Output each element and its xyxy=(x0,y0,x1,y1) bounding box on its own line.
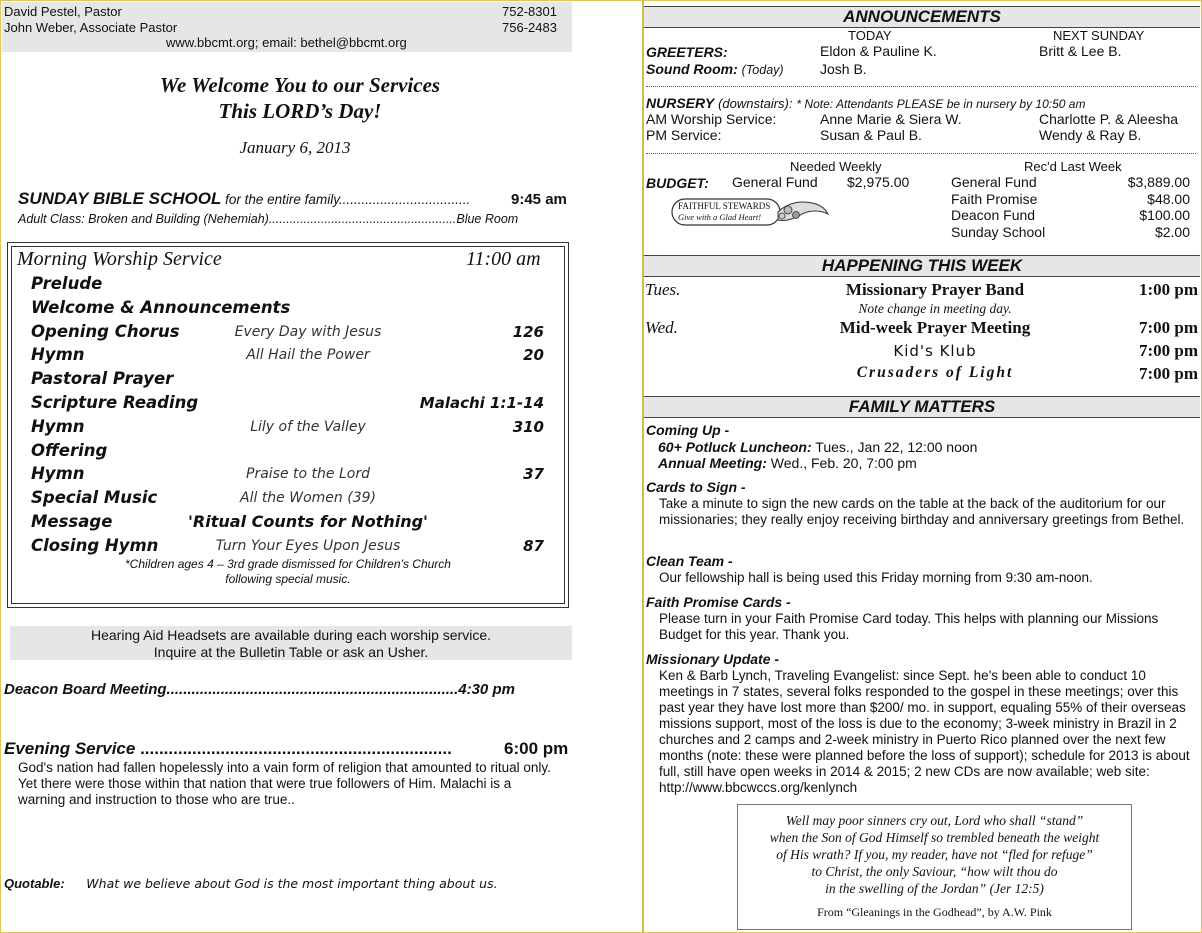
budget-needed-amount: $2,975.00 xyxy=(847,174,910,190)
pastor-header xyxy=(2,2,572,52)
evening-dots: .................................................................. xyxy=(135,739,452,758)
childrens-church-note-1: *Children ages 4 – 3rd grade dismissed for Children’s Church xyxy=(125,557,451,571)
cards-to-sign-title: Cards to Sign - xyxy=(646,479,746,495)
order-label-pastoral-prayer: Pastoral Prayer xyxy=(31,369,174,388)
potluck-label: 60+ Potluck Luncheon: xyxy=(658,439,812,455)
worship-title: Morning Worship Service xyxy=(17,248,222,270)
order-label-welcome: Welcome & Announcements xyxy=(31,298,291,317)
quotable-label: Quotable: xyxy=(4,876,65,891)
divider-dotted-2 xyxy=(646,153,1196,154)
potluck-item xyxy=(658,439,977,455)
order-title-hymn-1: All Hail the Power xyxy=(246,347,370,363)
quote-source: From “Gleanings in the Godhead”, by A.W. Pink xyxy=(817,905,1052,919)
bulletin-date: January 6, 2013 xyxy=(239,138,351,157)
am-service-today: Anne Marie & Siera W. xyxy=(820,111,962,127)
annual-meeting-item xyxy=(658,455,917,471)
cards-to-sign-text: Take a minute to sign the new cards on the table at the back of the auditorium for our missionaries; they really enjoy receiving birthday and anniversary greetings from Bethel. xyxy=(659,496,1185,527)
quote-line-1: Well may poor sinners cry out, Lord who shall “stand” xyxy=(785,813,1084,828)
missionary-update-title: Missionary Update - xyxy=(646,651,780,667)
tues-note: Note change in meeting day. xyxy=(858,301,1012,316)
recd-fund-general: General Fund xyxy=(951,174,1037,190)
order-title-hymn-3: Praise to the Lord xyxy=(246,466,370,482)
recd-fund-faith-promise: Faith Promise xyxy=(951,191,1038,207)
order-label-special-music: Special Music xyxy=(31,488,158,507)
recd-fund-deacon: Deacon Fund xyxy=(951,207,1036,223)
order-label-hymn-3: Hymn xyxy=(31,464,85,483)
order-label-prelude: Prelude xyxy=(31,274,103,293)
crusaders-event: Crusaders of Light xyxy=(856,364,1014,381)
greeters-label: GREETERS: xyxy=(646,44,728,60)
order-message-title: 'Ritual Counts for Nothing' xyxy=(188,512,428,531)
sound-room xyxy=(646,61,784,77)
logo-line-1: FAITHFUL STEWARDS xyxy=(678,201,771,211)
greeters-next: Britt & Lee B. xyxy=(1039,43,1122,59)
worship-time: 11:00 am xyxy=(466,248,541,270)
hearing-aid-line-1: Hearing Aid Headsets are available during each worship service. xyxy=(91,627,491,643)
today-label: TODAY xyxy=(848,28,892,43)
clean-team-title: Clean Team - xyxy=(646,553,733,569)
quote-line-4: to Christ, the only Saviour, “how wilt thou do xyxy=(811,864,1058,879)
potluck-text: Tues., Jan 22, 12:00 noon xyxy=(815,439,978,455)
pink-quote-box xyxy=(737,804,1132,930)
order-number-hymn-3: 37 xyxy=(523,465,544,483)
wed-event: Mid-week Prayer Meeting xyxy=(839,318,1031,337)
order-scripture-reference: Malachi 1:1-14 xyxy=(419,394,544,412)
budget-label: BUDGET: xyxy=(646,175,709,191)
recd-last-week-label: Rec'd Last Week xyxy=(1024,159,1122,174)
welcome-line-1: We Welcome You to our Services xyxy=(159,73,441,97)
column-divider xyxy=(642,0,644,933)
sbs-text: for the entire family................................... xyxy=(221,192,471,207)
recd-amount-sunday-school: $2.00 xyxy=(1154,224,1190,240)
evening-service xyxy=(4,739,452,759)
coming-up-title: Coming Up - xyxy=(646,422,730,438)
nursery-sub: (downstairs): xyxy=(718,96,793,111)
tues-label: Tues. xyxy=(645,280,681,299)
next-sunday-label: NEXT SUNDAY xyxy=(1053,28,1145,43)
nursery-note: * Note: Attendants PLEASE be in nursery by 10:50 am xyxy=(796,97,1086,111)
pastor-phone: 752-8301 xyxy=(502,4,557,19)
divider-dotted-1 xyxy=(646,86,1196,87)
adult-class: Adult Class: Broken and Building (Nehemiah)......................................................Blue Room xyxy=(18,212,519,226)
associate-name: John Weber, Associate Pastor xyxy=(4,20,178,35)
order-label-hymn-1: Hymn xyxy=(31,345,85,364)
pm-service-label: PM Service: xyxy=(646,127,722,143)
order-label-offering: Offering xyxy=(31,441,108,460)
crusaders-time: 7:00 pm xyxy=(1138,364,1198,383)
happening-this-week-header: HAPPENING THIS WEEK xyxy=(644,255,1200,277)
nursery-label: NURSERY xyxy=(646,95,715,111)
pm-service-next: Wendy & Ray B. xyxy=(1039,127,1142,143)
greeters-today: Eldon & Pauline K. xyxy=(820,43,937,59)
tues-time: 1:00 pm xyxy=(1138,280,1198,299)
wed-time: 7:00 pm xyxy=(1138,318,1198,337)
sbs-title: SUNDAY BIBLE SCHOOL xyxy=(18,189,222,208)
evening-time: 6:00 pm xyxy=(504,739,569,758)
order-label-message: Message xyxy=(31,512,113,531)
quotable xyxy=(4,876,498,891)
order-title-special-music: All the Women (39) xyxy=(240,490,376,506)
recd-amount-faith-promise: $48.00 xyxy=(1147,191,1190,207)
web-email-line: www.bbcmt.org; email: bethel@bbcmt.org xyxy=(166,35,407,50)
am-service-next: Charlotte P. & Aleesha xyxy=(1039,111,1179,127)
sound-room-sub: (Today) xyxy=(741,63,784,77)
evening-title: Evening Service xyxy=(4,739,136,758)
budget-fund-name: General Fund xyxy=(732,174,818,190)
wed-label: Wed. xyxy=(645,318,678,337)
quote-line-5: in the swelling of the Jordan” (Jer 12:5) xyxy=(825,881,1044,896)
kids-klub-event: Kid's Klub xyxy=(893,342,977,360)
needed-weekly-label: Needed Weekly xyxy=(790,159,882,174)
annual-meeting-text: Wed., Feb. 20, 7:00 pm xyxy=(770,455,917,471)
logo-line-2: Give with a Glad Heart! xyxy=(678,212,762,222)
announcements-header: ANNOUNCEMENTS xyxy=(644,6,1200,28)
faith-promise-text: Please turn in your Faith Promise Card today. This helps with planning our Missions Budget for this year. Thank you. xyxy=(659,611,1159,642)
welcome-line-2: This LORD’s Day! xyxy=(218,99,382,123)
order-number-opening-chorus: 126 xyxy=(512,323,544,341)
tues-event: Missionary Prayer Band xyxy=(845,280,1025,299)
sunday-bible-school xyxy=(18,189,470,209)
order-number-hymn-2: 310 xyxy=(512,418,544,436)
missionary-update-text: Ken & Barb Lynch, Traveling Evangelist: since Sept. he's been able to conduct 10 meetings in 7 states, several folks responded to the gospel in these meetings; over this past year they have lost more than $200/ mo. in support, equaling 55% of their overseas missions support, most of the loss is due to the economy; 3-week ministry in Brazil in 2 churches and 2 camps and 2-week ministry in Puerto Rico planned over the next few months (note: these were planned before the loss of support); schedule for 2013 is about full, still have open weeks in 2014 & 2015; 2 new CDs are now available; web site: http://www.bbcwccs.org/kenlynch xyxy=(659,668,1190,795)
childrens-church-note-2: following special music. xyxy=(225,572,351,586)
evening-description: God's nation had fallen hopelessly into a vain form of religion that amounted to ritual only. Yet there were those within that nation that were true followers of Him. Malachi is a warning and instruction to those who are true.. xyxy=(18,760,551,807)
faith-promise-title: Faith Promise Cards - xyxy=(646,594,791,610)
am-service-label: AM Worship Service: xyxy=(646,111,777,127)
deacon-board-meeting: Deacon Board Meeting......................................................................4:30 pm xyxy=(4,681,515,698)
hearing-aid-line-2: Inquire at the Bulletin Table or ask an Usher. xyxy=(153,644,429,660)
associate-phone: 756-2483 xyxy=(502,20,557,35)
quote-line-3: of His wrath? If you, my reader, have not “fled for refuge” xyxy=(776,847,1093,862)
order-title-closing-hymn: Turn Your Eyes Upon Jesus xyxy=(215,538,401,554)
order-title-hymn-2: Lily of the Valley xyxy=(250,419,366,435)
pm-service-today: Susan & Paul B. xyxy=(820,127,922,143)
sound-room-today: Josh B. xyxy=(820,61,867,77)
sbs-time: 9:45 am xyxy=(511,191,567,208)
recd-amount-deacon: $100.00 xyxy=(1139,207,1190,223)
faithful-stewards-logo xyxy=(670,196,830,230)
nursery xyxy=(646,95,1085,111)
quote-line-2: when the Son of God Himself so trembled beneath the weight xyxy=(769,830,1100,845)
order-number-closing-hymn: 87 xyxy=(523,537,544,555)
clean-team-text: Our fellowship hall is being used this Friday morning from 9:30 am-noon. xyxy=(659,570,1093,585)
hearing-aid-notice xyxy=(10,626,572,660)
order-label-hymn-2: Hymn xyxy=(31,417,85,436)
order-title-opening-chorus: Every Day with Jesus xyxy=(234,324,382,340)
order-label-opening-chorus: Opening Chorus xyxy=(31,322,180,341)
family-matters-header: FAMILY MATTERS xyxy=(644,396,1200,418)
recd-amount-general: $3,889.00 xyxy=(1127,174,1190,190)
pastor-name: David Pestel, Pastor xyxy=(4,4,122,19)
annual-meeting-label: Annual Meeting: xyxy=(658,455,767,471)
sound-room-label: Sound Room: xyxy=(646,61,738,77)
kids-klub-time: 7:00 pm xyxy=(1138,341,1198,360)
order-number-hymn-1: 20 xyxy=(523,346,544,364)
recd-fund-sunday-school: Sunday School xyxy=(951,224,1046,240)
order-label-scripture: Scripture Reading xyxy=(31,393,199,412)
worship-box xyxy=(7,242,569,608)
order-label-closing-hymn: Closing Hymn xyxy=(31,536,159,555)
quotable-text: What we believe about God is the most important thing about us. xyxy=(86,876,498,891)
